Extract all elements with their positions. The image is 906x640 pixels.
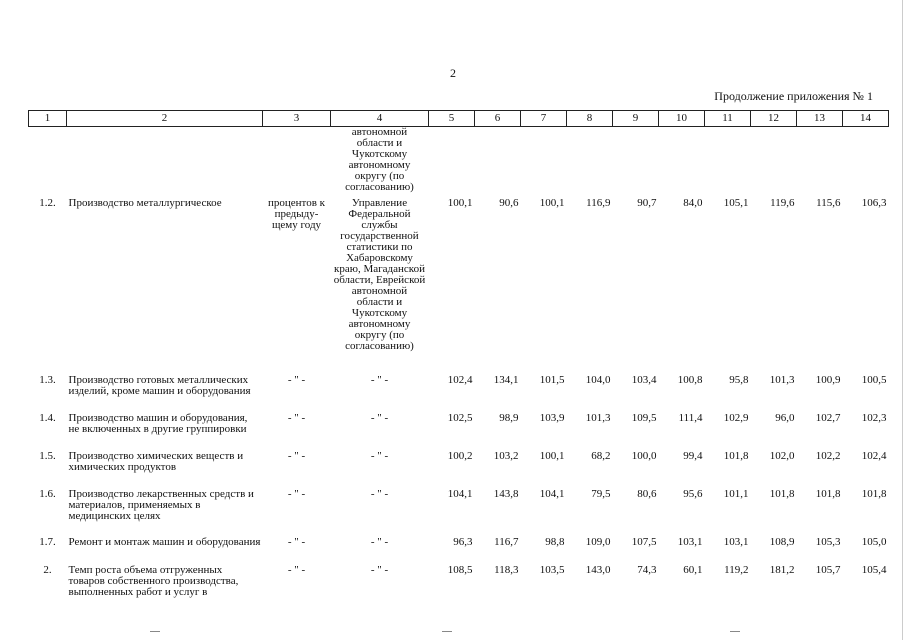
value-cell: 119,6: [770, 197, 795, 209]
value-cell: 95,6: [683, 488, 703, 500]
table-row: [29, 408, 889, 446]
value-cell: 143,0: [585, 564, 611, 576]
row-number: 1.2.: [39, 197, 56, 209]
unit-cell: - " -: [287, 450, 306, 462]
responsible-cell: - " -: [370, 536, 389, 548]
value-cell: 99,4: [683, 450, 703, 462]
column-header: 6: [475, 111, 521, 127]
value-cell: 60,1: [683, 564, 703, 576]
value-cell: 96,3: [453, 536, 473, 548]
unit-cell: - " -: [287, 412, 306, 424]
responsible-cell: - " -: [370, 374, 389, 386]
responsible-cell: - " -: [370, 488, 389, 500]
value-cell: 100,1: [539, 450, 565, 462]
value-cell: 100,2: [447, 450, 473, 462]
value-cell: 102,3: [861, 412, 887, 424]
column-header: 14: [843, 111, 889, 127]
value-cell: 100,5: [861, 374, 887, 386]
table-row: [29, 560, 889, 609]
value-cell: 102,7: [815, 412, 841, 424]
column-header: 9: [613, 111, 659, 127]
value-cell: 80,6: [637, 488, 657, 500]
value-cell: 98,9: [499, 412, 519, 424]
indicator-name: Темп роста объема отгруженных товаров собственного производства, выполненных работ и услуг в: [68, 564, 239, 598]
column-header: 13: [797, 111, 843, 127]
value-cell: 115,6: [816, 197, 841, 209]
value-cell: 103,4: [631, 374, 657, 386]
value-cell: 79,5: [591, 488, 611, 500]
value-cell: 100,1: [539, 197, 565, 209]
value-cell: 103,1: [677, 536, 703, 548]
value-cell: 108,5: [447, 564, 473, 576]
responsible-cell: - " -: [370, 564, 389, 576]
indicator-name: Производство готовых металлических изделий, кроме машин и оборудования: [68, 374, 251, 397]
row-number: 1.6.: [39, 488, 56, 500]
value-cell: 105,0: [861, 536, 887, 548]
unit-cell: - " -: [287, 488, 306, 500]
value-cell: 90,6: [499, 197, 519, 209]
value-cell: 101,8: [723, 450, 749, 462]
value-cell: 103,2: [493, 450, 519, 462]
value-cell: 103,1: [723, 536, 749, 548]
column-header: 7: [521, 111, 567, 127]
unit-cell: - " -: [287, 564, 306, 576]
continuation-row: [29, 127, 889, 194]
value-cell: 105,3: [815, 536, 841, 548]
column-header: 1: [29, 111, 67, 127]
value-cell: 101,5: [539, 374, 565, 386]
value-cell: 106,3: [861, 197, 887, 209]
value-cell: 101,8: [769, 488, 795, 500]
value-cell: 103,9: [539, 412, 565, 424]
value-cell: 105,7: [815, 564, 841, 576]
table-row: [29, 370, 889, 408]
value-cell: 105,4: [861, 564, 887, 576]
value-cell: 105,1: [723, 197, 749, 209]
responsible-cell: - " -: [370, 450, 389, 462]
value-cell: 108,9: [769, 536, 795, 548]
row-number: 1.5.: [39, 450, 56, 462]
row-number: 1.4.: [39, 412, 56, 424]
indicator-name: Производство лекарственных средств и материалов, применяемых в медицинских целях: [68, 488, 254, 522]
indicator-name: Производство химических веществ и химических продуктов: [68, 450, 244, 473]
table-row: [29, 532, 889, 560]
value-cell: 101,8: [861, 488, 887, 500]
value-cell: 74,3: [637, 564, 657, 576]
value-cell: 107,5: [631, 536, 657, 548]
column-header: 10: [659, 111, 705, 127]
value-cell: 103,5: [539, 564, 565, 576]
value-cell: 101,3: [769, 374, 795, 386]
table-row: [29, 446, 889, 484]
value-cell: 143,8: [493, 488, 519, 500]
unit-cell: - " -: [287, 374, 306, 386]
responsible-cell: - " -: [370, 412, 389, 424]
header-row: [29, 111, 889, 127]
value-cell: 102,4: [447, 374, 473, 386]
value-cell: 96,0: [775, 412, 795, 424]
value-cell: 102,9: [723, 412, 749, 424]
value-cell: 102,4: [861, 450, 887, 462]
column-header: 4: [331, 111, 429, 127]
row-number: 2.: [43, 564, 52, 576]
value-cell: 101,3: [585, 412, 611, 424]
value-cell: 104,1: [539, 488, 565, 500]
value-cell: 101,1: [723, 488, 749, 500]
cut-off-text-marks: [0, 631, 906, 635]
column-header: 3: [263, 111, 331, 127]
value-cell: 118,3: [494, 564, 519, 576]
value-cell: 100,1: [447, 197, 473, 209]
value-cell: 100,9: [815, 374, 841, 386]
table-row: [29, 193, 889, 370]
value-cell: 101,8: [815, 488, 841, 500]
column-header: 5: [429, 111, 475, 127]
value-cell: 119,2: [724, 564, 749, 576]
value-cell: 109,5: [631, 412, 657, 424]
page-number: 2: [450, 66, 456, 80]
value-cell: 102,0: [769, 450, 795, 462]
page-edge: [902, 0, 903, 640]
column-header: 2: [67, 111, 263, 127]
value-cell: 100,8: [677, 374, 703, 386]
continuation-title: Продолжение приложения № 1: [714, 89, 873, 103]
value-cell: 68,2: [591, 450, 611, 462]
column-header: 8: [567, 111, 613, 127]
value-cell: 116,9: [586, 197, 611, 209]
value-cell: 102,2: [815, 450, 841, 462]
responsible-cell: автономной области и Чукотскому автономному округу (по согласованию): [345, 126, 414, 193]
value-cell: 102,5: [447, 412, 473, 424]
unit-cell: процентов к предыду- щему году: [268, 197, 325, 231]
value-cell: 109,0: [585, 536, 611, 548]
column-header: 11: [705, 111, 751, 127]
value-cell: 100,0: [631, 450, 657, 462]
value-cell: 116,7: [494, 536, 519, 548]
responsible-cell: Управление Федеральной службы государственной статистики по Хабаровскому краю, Магаданской области, Еврейской автономной области и Чукотскому автономному округу (по согласованию): [333, 197, 426, 352]
row-number: 1.3.: [39, 374, 56, 386]
value-cell: 90,7: [637, 197, 657, 209]
table-row: [29, 484, 889, 532]
value-cell: 98,8: [545, 536, 565, 548]
row-number: 1.7.: [39, 536, 56, 548]
value-cell: 134,1: [493, 374, 519, 386]
value-cell: 111,4: [678, 412, 703, 424]
value-cell: 104,1: [447, 488, 473, 500]
value-cell: 95,8: [729, 374, 749, 386]
indicator-name: Производство машин и оборудования, не включенных в другие группировки: [68, 412, 248, 435]
indicator-name: Производство металлургическое: [68, 197, 222, 209]
unit-cell: - " -: [287, 536, 306, 548]
value-cell: 181,2: [769, 564, 795, 576]
indicator-name: Ремонт и монтаж машин и оборудования: [68, 536, 261, 548]
value-cell: 84,0: [683, 197, 703, 209]
column-header: 12: [751, 111, 797, 127]
value-cell: 104,0: [585, 374, 611, 386]
data-table: [28, 110, 889, 609]
